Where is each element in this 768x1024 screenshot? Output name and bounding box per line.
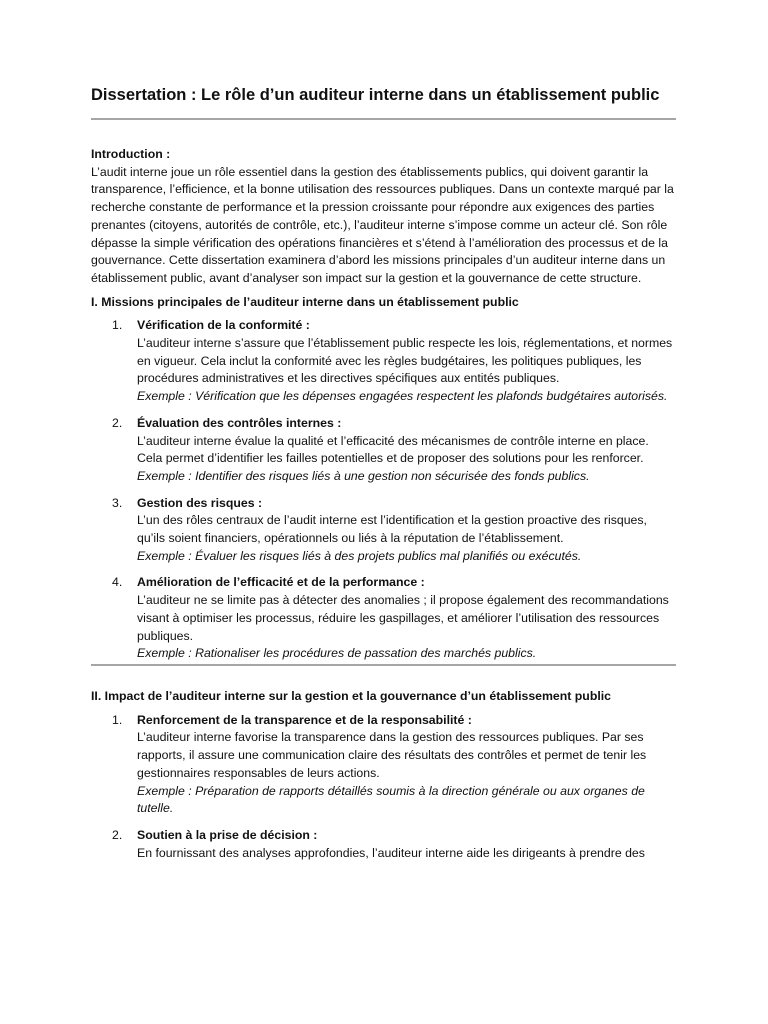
list-item-text: L’auditeur interne évalue la qualité et l’efficacité des mécanismes de contrôle interne en place. Cela permet d’identifier les failles potentielles et de proposer des solutions pour les renforcer. xyxy=(137,433,649,466)
list-item-number: 2. xyxy=(112,415,123,430)
list-item-example: Exemple : Identifier des risques liés à une gestion non sécurisée des fonds publics. xyxy=(137,468,590,483)
list-item-text: L’auditeur interne s’assure que l’établissement public respecte les lois, réglementations, et normes en vigueur. Cela inclut la conformité avec les règles budgétaires, les politiques publiques, les procédures administratives et les directives spécifiques aux entités publiques. xyxy=(137,336,673,386)
list-item-title: Gestion des risques : xyxy=(137,495,263,510)
introduction-heading: Introduction : xyxy=(91,147,171,161)
list-item-number: 4. xyxy=(112,575,123,590)
list-item-text: L’auditeur ne se limite pas à détecter des anomalies ; il propose également des recommandations visant à optimiser les processus, réduire les gaspillages, et améliorer l’utilisation des ressources publiques. xyxy=(137,593,669,643)
part2-list xyxy=(91,712,676,863)
list-item-text: L’un des rôles centraux de l’audit interne est l’identification et la gestion proactive des risques, qu’ils soient financiers, opérationnels ou liés à la réputation de l’établissement. xyxy=(137,513,647,546)
list-item xyxy=(91,712,676,818)
list-item-number: 1. xyxy=(112,318,123,333)
list-item-title: Renforcement de la transparence et de la responsabilité : xyxy=(137,712,472,727)
part1-list xyxy=(91,317,676,663)
list-item-example: Exemple : Vérification que les dépenses engagées respectent les plafonds budgétaires autorisés. xyxy=(137,389,668,404)
part1-heading: I. Missions principales de l’auditeur interne dans un établissement public xyxy=(91,294,519,309)
list-item xyxy=(91,317,676,406)
list-item xyxy=(91,415,676,486)
list-item-text: L’auditeur interne favorise la transparence dans la gestion des ressources publiques. Par ses rapports, il assure une communication claire des résultats des contrôles et permet de tenir les gestionnaires responsables de leurs actions. xyxy=(137,730,647,780)
list-item xyxy=(91,574,676,663)
part2-heading: II. Impact de l’auditeur interne sur la gestion et la gouvernance d’un établissement public xyxy=(91,688,611,703)
list-item-number: 3. xyxy=(112,495,123,510)
title-divider xyxy=(91,118,676,120)
introduction-body: L’audit interne joue un rôle essentiel dans la gestion des établissements publics, qui doivent garantir la transparence, l’efficience, et la bonne utilisation des ressources publiques. Dans un contexte marqué par la recherche constante de performance et la pression croissante pour répondre aux exigences des parties prenantes (citoyens, autorités de contrôle, etc.), l’auditeur interne s’impose comme un acteur clé. Son rôle dépasse la simple vérification des opérations financières et s’étend à l’amélioration des processus et de la gouvernance. Cette dissertation examinera d’abord les missions principales d’un auditeur interne dans un établissement public, avant d’analyser son impact sur la gestion et la gouvernance de cette structure. xyxy=(91,164,674,285)
list-item-title: Soutien à la prise de décision : xyxy=(137,827,318,842)
list-item-example: Exemple : Évaluer les risques liés à des projets publics mal planifiés ou exécutés. xyxy=(137,548,582,563)
list-item-number: 1. xyxy=(112,712,123,727)
list-item xyxy=(91,827,676,862)
list-item-title: Amélioration de l’efficacité et de la performance : xyxy=(137,575,425,590)
document-page xyxy=(91,84,676,871)
list-item-example: Exemple : Rationaliser les procédures de passation des marchés publics. xyxy=(137,646,537,661)
list-item-text: En fournissant des analyses approfondies, l’auditeur interne aide les dirigeants à prendre des xyxy=(137,845,645,860)
list-item-title: Vérification de la conformité : xyxy=(137,318,310,333)
list-item-example: Exemple : Préparation de rapports détaillés soumis à la direction générale ou aux organes de tutelle. xyxy=(137,783,645,816)
section-divider xyxy=(91,664,676,666)
list-item-title: Évaluation des contrôles internes : xyxy=(137,415,342,430)
list-item xyxy=(91,495,676,566)
list-item-number: 2. xyxy=(112,827,123,842)
document-title: Dissertation : Le rôle d’un auditeur interne dans un établissement public xyxy=(91,86,660,104)
